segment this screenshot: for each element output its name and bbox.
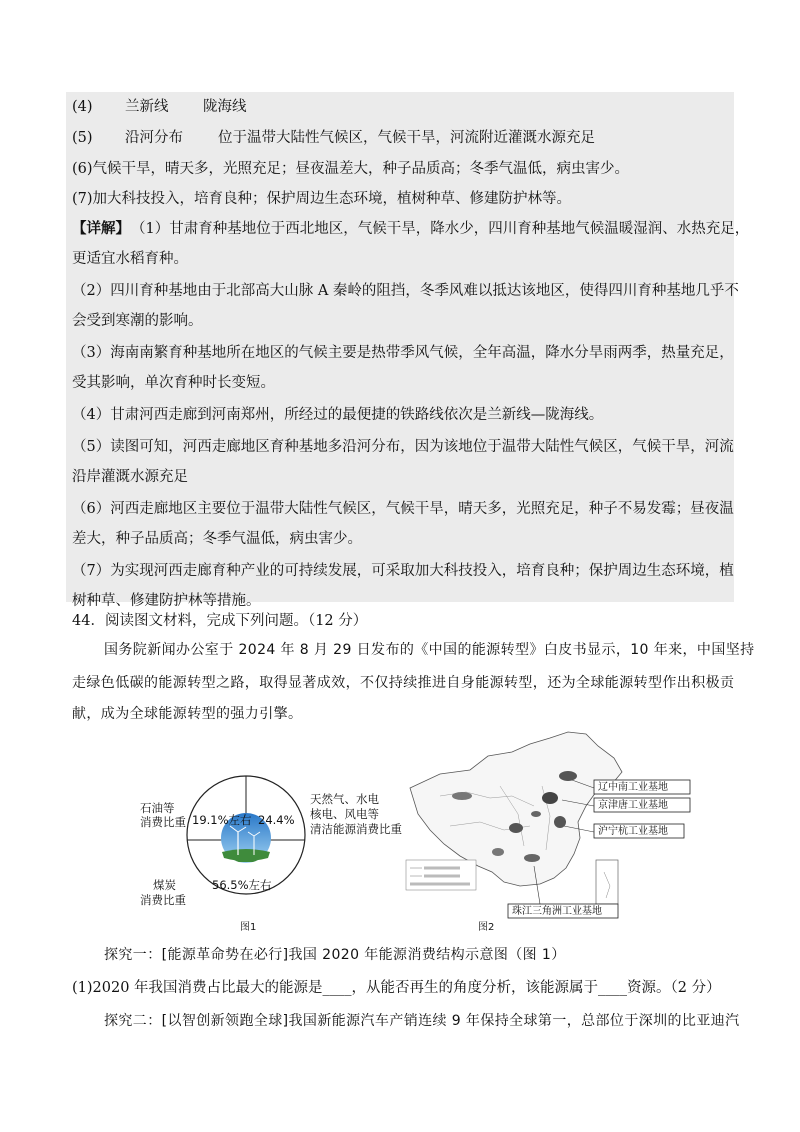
coal-label-line1: 煤炭 <box>153 878 176 892</box>
base-liaozhongnan: 辽中南工业基地 <box>598 782 668 793</box>
detail-2-line2: 会受到寒潮的影响。 <box>72 313 203 329</box>
region-blob <box>559 771 577 781</box>
material-line3: 献，成为全球能源转型的强力引擎。 <box>72 706 303 722</box>
clean-label-line2: 核电、风电等 <box>310 807 379 821</box>
region-blob <box>542 792 558 804</box>
detail-6-line2: 差大，种子品质高；冬季气温低，病虫害少。 <box>72 531 362 547</box>
clean-label-line3: 清洁能源消费比重 <box>310 822 402 836</box>
detail-tag: 【详解】 <box>72 220 130 237</box>
figure1-caption: 图1 <box>240 922 257 933</box>
detail-7-line1: （7）为实现河西走廊育种产业的可持续发展，可采取加大科技投入，培育良种；保护周边生态环境，植 <box>72 563 734 579</box>
detail-1-line2: 更适宜水稻育种。 <box>72 251 188 267</box>
answer-5-part1: 沿河分布 <box>125 130 183 146</box>
region-blob <box>509 823 523 833</box>
coal-value: 56.5%左右 <box>212 878 272 892</box>
explore-1: 探究一：[能源革命势在必行]我国 2020 年能源消费结构示意图（图 1） <box>104 947 566 963</box>
answer-6: (6)气候干旱，晴天多，光照充足；昼夜温差大，种子品质高；冬季气温低，病虫害少。 <box>72 161 630 177</box>
answer-4-part1: 兰新线 <box>125 99 169 115</box>
clean-label-line1: 天然气、水电 <box>310 792 379 806</box>
question-44-header: 44．阅读图文材料，完成下列问题。（12 分） <box>72 613 368 629</box>
answer-4-number: (4) <box>72 99 93 115</box>
detail-3-line2: 受其影响，单次育种时长变短。 <box>72 375 275 391</box>
figure2-china-map <box>400 726 700 936</box>
figure1-energy-pie <box>120 760 420 936</box>
region-blob <box>524 854 540 862</box>
detail-7-line2: 树种草、修建防护林等措施。 <box>72 593 261 609</box>
region-blob <box>492 848 504 856</box>
base-zhujiang-delta: 珠江三角洲工业基地 <box>512 906 602 917</box>
answer-4-part2: 陇海线 <box>203 99 247 115</box>
oil-value: 19.1%左右 <box>192 813 252 827</box>
detail-6-line1: （6）河西走廊地区主要位于温带大陆性气候区，气候干旱，晴天多，光照充足，种子不易发霉；昼夜温 <box>72 501 734 517</box>
figure2-caption: 图2 <box>478 922 495 933</box>
detail-5-line2: 沿岸灌溉水源充足 <box>72 469 188 485</box>
coal-label-line2: 消费比重 <box>140 893 186 907</box>
south-china-sea-inset <box>596 860 618 904</box>
clean-value: 24.4% <box>258 813 295 827</box>
material-line2: 走绿色低碳的能源转型之路，取得显著成效，不仅持续推进自身能源转型，还为全球能源转型作出积极贡 <box>72 675 735 691</box>
region-blob <box>531 811 541 817</box>
region-blob <box>452 792 472 800</box>
question-1: (1)2020 年我国消费占比最大的能源是____，从能否再生的角度分析，该能源属于____资源。（2 分） <box>72 980 721 996</box>
base-jingjintang: 京津唐工业基地 <box>598 800 668 811</box>
answer-5-number: (5) <box>72 130 93 146</box>
detail-2-line1: （2）四川育种基地由于北部高大山脉 A 秦岭的阻挡，冬季风难以抵达该地区，使得四川育种基地几乎不 <box>72 283 739 299</box>
oil-label-line1: 石油等 <box>140 801 175 815</box>
detail-4: （4）甘肃河西走廊到河南郑州，所经过的最便捷的铁路线依次是兰新线—陇海线。 <box>72 407 604 423</box>
explore-2: 探究二：[以智创新领跑全球]我国新能源汽车产销连续 9 年保持全球第一，总部位于深圳的比亚迪汽 <box>104 1013 740 1029</box>
detail-3-line1: （3）海南南繁育种基地所在地区的气候主要是热带季风气候，全年高温，降水分旱雨两季，热量充足， <box>72 345 734 361</box>
answer-7: (7)加大科技投入，培育良种；保护周边生态环境，植树种草、修建防护林等。 <box>72 191 572 207</box>
answer-5-part2: 位于温带大陆性气候区，气候干旱，河流附近灌溉水源充足 <box>218 130 595 146</box>
base-huningkang: 沪宁杭工业基地 <box>598 826 668 837</box>
material-line1: 国务院新闻办公室于 2024 年 8 月 29 日发布的《中国的能源转型》白皮书显示，10 年来，中国坚持 <box>104 642 755 658</box>
oil-label-line2: 消费比重 <box>140 815 186 829</box>
detail-5-line1: （5）读图可知，河西走廊地区育种基地多沿河分布，因为该地位于温带大陆性气候区，气候干旱，河流 <box>72 439 734 455</box>
detail-1-line1: （1）甘肃育种基地位于西北地区，气候干旱，降水少，四川育种基地气候温暖湿润、水热充足， <box>131 221 750 237</box>
